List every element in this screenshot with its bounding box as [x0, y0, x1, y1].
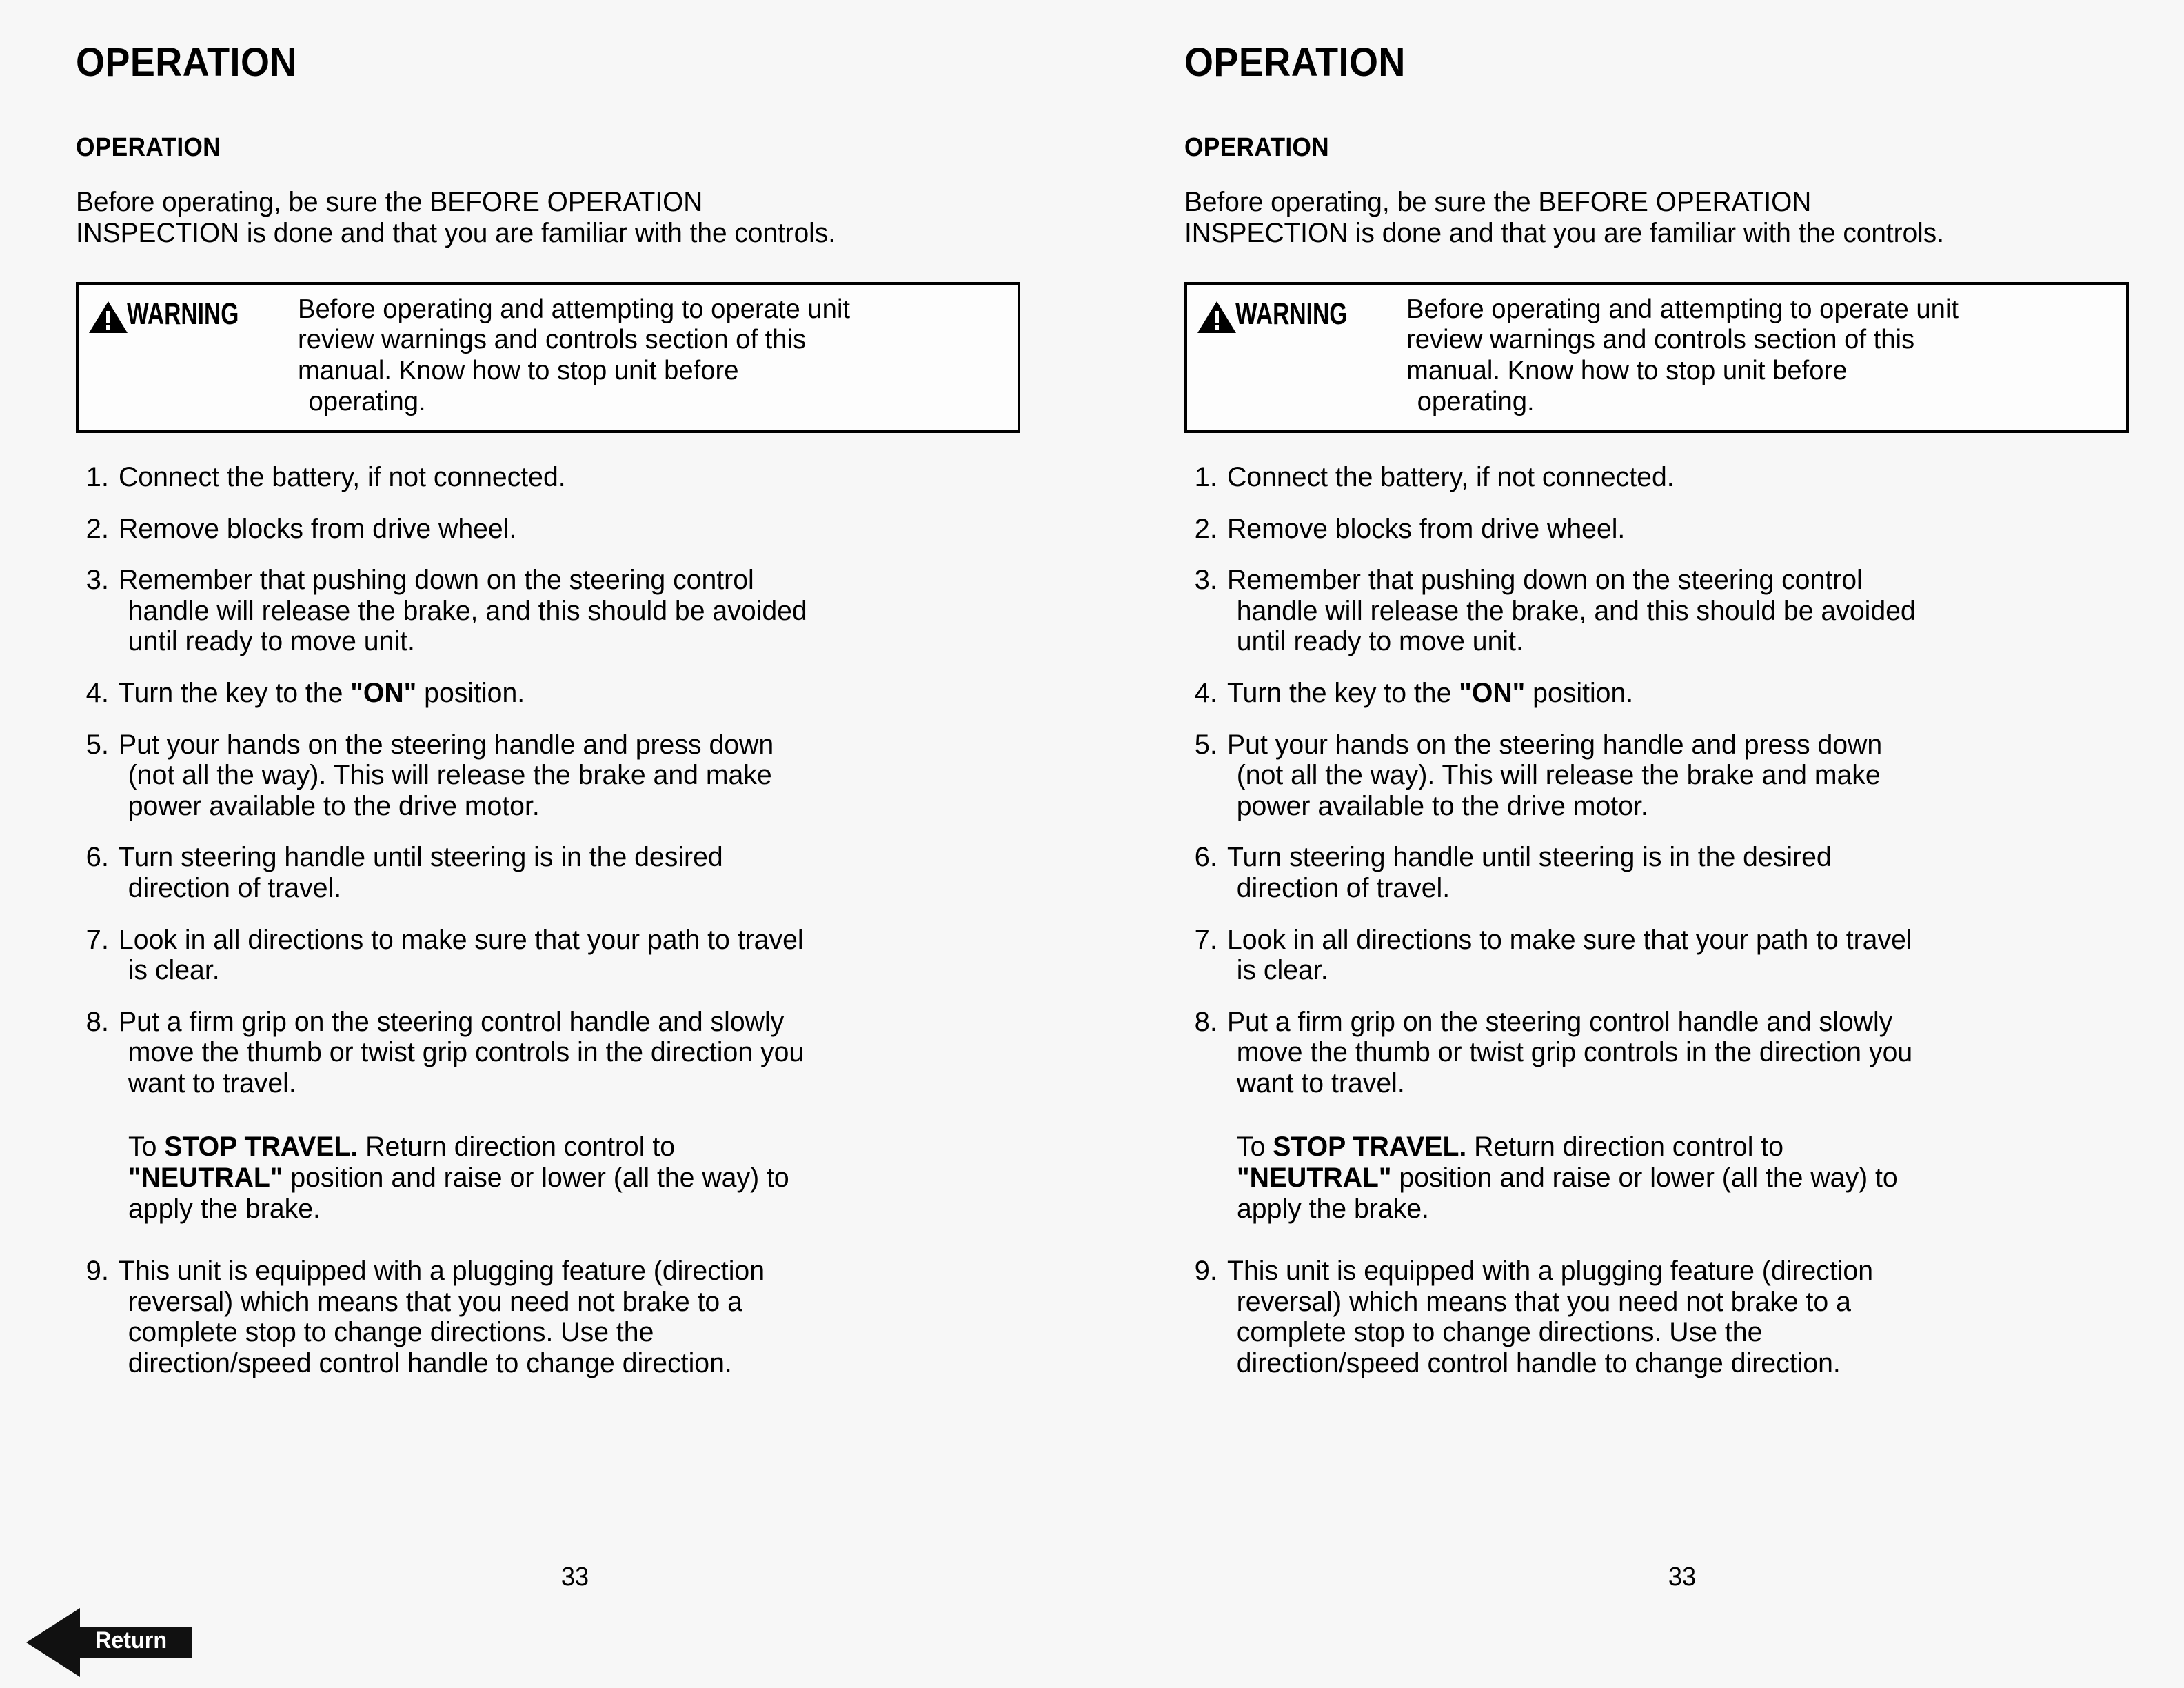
step-line: direction of travel. [128, 872, 342, 903]
step-line [119, 678, 997, 709]
warning-word-label: WARNING [1235, 296, 1348, 330]
warning-line-1: Before operating and attempting to operate unit [298, 294, 851, 324]
step-line: is clear. [1236, 955, 1328, 986]
step-line: Look in all directions to make sure that your path to travel [1227, 924, 1912, 955]
step-text [1227, 462, 2105, 493]
warning-triangle-icon [88, 300, 128, 334]
return-button[interactable] [26, 1604, 192, 1681]
stop-travel-note [128, 1132, 1080, 1224]
neutral-emphasis: "NEUTRAL" [128, 1163, 283, 1194]
step-line-suffix: position. [416, 677, 525, 708]
step-number: 8. [85, 1006, 109, 1037]
stop-travel-line-2 [1237, 1163, 2184, 1194]
warning-line-3: manual. Know how to stop unit before [298, 356, 739, 386]
step-line-suffix: position. [1525, 677, 1634, 708]
step-line-prefix: Turn the key to the [1227, 677, 1459, 708]
page-right [1184, 0, 2184, 1688]
step-item-9 [1184, 1256, 2184, 1378]
step-line: power available to the drive motor. [128, 790, 540, 821]
stop-travel-line-3: apply the brake. [1237, 1193, 1429, 1224]
step-number: 5. [1194, 729, 1217, 760]
step-text [1227, 730, 2105, 822]
step-line: complete stop to change directions. Use the [128, 1317, 654, 1348]
step-number: 1. [85, 461, 109, 492]
warning-line-4: operating. [1417, 387, 1535, 417]
warning-line-3: manual. Know how to stop unit before [1406, 356, 1848, 386]
stop-travel-line-1 [1237, 1132, 2184, 1163]
step-line: (not all the way). This will release the brake and make [128, 760, 772, 791]
step-line: handle will release the brake, and this should be avoided [1236, 595, 1916, 626]
step-text [1227, 514, 2105, 545]
page-left [76, 0, 1099, 1688]
chapter-title: OPERATION [76, 40, 297, 85]
intro-line-2: INSPECTION is done and that you are familiar with the controls. [1184, 217, 1944, 248]
intro-paragraph [76, 161, 995, 249]
step-line: Connect the battery, if not connected. [1227, 461, 1675, 492]
step-line: Turn steering handle until steering is in the desired [1227, 842, 1832, 873]
step-text [1227, 678, 2105, 709]
step-text [119, 462, 997, 493]
warning-text [295, 294, 1011, 418]
warning-line-2: review warnings and controls section of this [298, 325, 807, 355]
step-line: complete stop to change directions. Use the [1236, 1317, 1763, 1348]
step-item-7 [1184, 925, 2184, 986]
stop-travel-prefix: To [128, 1132, 165, 1163]
chapter-title: OPERATION [1184, 40, 1406, 85]
intro-line-1: Before operating, be sure the BEFORE OPERATION [76, 187, 703, 217]
stop-travel-line-1 [128, 1132, 1080, 1163]
step-number: 3. [1194, 565, 1217, 596]
section-title: OPERATION [76, 133, 221, 162]
step-line: until ready to move unit. [128, 626, 415, 657]
step-item-8 [1184, 1007, 2184, 1099]
step-text [119, 1256, 997, 1378]
step-line: reversal) which means that you need not brake to a [1236, 1286, 1851, 1317]
step-emphasis: "ON" [350, 677, 417, 708]
step-item-6 [1184, 842, 2184, 903]
return-arrow-icon [26, 1604, 192, 1681]
stop-travel-emphasis: STOP TRAVEL. [164, 1132, 358, 1163]
stop-travel-line-2 [128, 1163, 1080, 1194]
step-text [119, 678, 997, 709]
stop-travel-prefix: To [1237, 1132, 1273, 1163]
section-title: OPERATION [1184, 133, 1329, 162]
step-item-1 [1184, 462, 2184, 493]
stop-travel-line-2-suffix: position and raise or lower (all the way) to [1391, 1163, 1898, 1194]
step-line-prefix: Turn the key to the [119, 677, 351, 708]
step-line: This unit is equipped with a plugging feature (direction [1227, 1256, 1874, 1287]
step-number: 9. [1194, 1256, 1217, 1287]
step-line: reversal) which means that you need not brake to a [128, 1286, 742, 1317]
step-line: Connect the battery, if not connected. [119, 461, 566, 492]
step-text [1227, 842, 2105, 903]
intro-line-2: INSPECTION is done and that you are familiar with the controls. [76, 217, 836, 248]
step-line: handle will release the brake, and this should be avoided [128, 595, 807, 626]
step-text [119, 925, 997, 986]
step-line: move the thumb or twist grip controls in the direction you [128, 1037, 805, 1068]
steps-list-continued [1184, 1256, 2184, 1378]
step-item-3 [1184, 565, 2184, 657]
step-item-9 [76, 1256, 1099, 1378]
warning-label [88, 294, 295, 334]
step-item-6 [76, 842, 1099, 903]
intro-line-1: Before operating, be sure the BEFORE OPERATION [1184, 187, 1812, 217]
step-number: 7. [1194, 924, 1217, 955]
step-line: Put a firm grip on the steering control handle and slowly [1227, 1006, 1893, 1037]
step-item-4 [76, 678, 1099, 709]
step-text [119, 842, 997, 903]
step-text [1227, 925, 2105, 986]
step-line: Remember that pushing down on the steering control [1227, 565, 1863, 596]
warning-text [1404, 294, 2119, 418]
step-line: move the thumb or twist grip controls in the direction you [1236, 1037, 1913, 1068]
step-line [1227, 678, 2105, 709]
steps-list-continued [76, 1256, 1099, 1378]
step-line: direction/speed control handle to change direction. [1236, 1348, 1841, 1379]
step-item-1 [76, 462, 1099, 493]
stop-travel-emphasis: STOP TRAVEL. [1273, 1132, 1467, 1163]
step-item-4 [1184, 678, 2184, 709]
warning-line-2: review warnings and controls section of this [1406, 325, 1915, 355]
warning-word-label: WARNING [127, 296, 239, 330]
step-number: 8. [1194, 1006, 1217, 1037]
step-number: 9. [85, 1256, 109, 1287]
step-line: Put a firm grip on the steering control handle and slowly [119, 1006, 785, 1037]
step-text [119, 730, 997, 822]
step-line: direction/speed control handle to change direction. [128, 1348, 732, 1379]
step-text [119, 1007, 997, 1099]
step-text [1227, 1007, 2105, 1099]
step-line: (not all the way). This will release the brake and make [1236, 760, 1881, 791]
step-number: 4. [1194, 677, 1217, 708]
stop-travel-suffix: Return direction control to [358, 1132, 676, 1163]
warning-box [76, 282, 1020, 433]
neutral-emphasis: "NEUTRAL" [1237, 1163, 1392, 1194]
warning-line-4: operating. [308, 387, 426, 417]
step-number: 5. [85, 729, 109, 760]
step-item-7 [76, 925, 1099, 986]
step-number: 2. [1194, 513, 1217, 544]
step-number: 3. [85, 565, 109, 596]
step-text [1227, 1256, 2105, 1378]
warning-line-1: Before operating and attempting to operate unit [1406, 294, 1959, 324]
step-line: Put your hands on the steering handle and press down [119, 729, 774, 760]
step-line: Remember that pushing down on the steering control [119, 565, 754, 596]
step-line: Turn steering handle until steering is in the desired [119, 842, 723, 873]
step-line: Remove blocks from drive wheel. [1227, 513, 1626, 544]
step-item-3 [76, 565, 1099, 657]
step-text [119, 514, 997, 545]
step-emphasis: "ON" [1459, 677, 1526, 708]
step-item-5 [1184, 730, 2184, 822]
page-number: 33 [1668, 1563, 1697, 1591]
step-item-2 [76, 514, 1099, 545]
stop-travel-line-2-suffix: position and raise or lower (all the way) to [283, 1163, 789, 1194]
warning-box [1184, 282, 2129, 433]
step-item-5 [76, 730, 1099, 822]
step-number: 1. [1194, 461, 1217, 492]
page-number: 33 [560, 1563, 589, 1591]
stop-travel-note [1237, 1132, 2184, 1224]
step-text [119, 565, 997, 657]
step-line: want to travel. [1236, 1067, 1405, 1098]
step-line: power available to the drive motor. [1236, 790, 1648, 821]
return-button-label: Return [95, 1627, 168, 1654]
warning-triangle-icon [1197, 300, 1237, 334]
step-line: Put your hands on the steering handle and press down [1227, 729, 1883, 760]
step-number: 6. [1194, 842, 1217, 873]
intro-paragraph [1184, 161, 2104, 249]
step-number: 7. [85, 924, 109, 955]
step-number: 6. [85, 842, 109, 873]
steps-list [76, 433, 1099, 1099]
steps-list [1184, 433, 2184, 1099]
step-line: is clear. [128, 955, 220, 986]
step-number: 2. [85, 513, 109, 544]
stop-travel-line-3: apply the brake. [128, 1193, 321, 1224]
step-item-2 [1184, 514, 2184, 545]
step-line: until ready to move unit. [1236, 626, 1524, 657]
warning-label [1197, 294, 1404, 334]
step-text [1227, 565, 2105, 657]
step-number: 4. [85, 677, 109, 708]
step-line: direction of travel. [1236, 872, 1450, 903]
step-line: want to travel. [128, 1067, 296, 1098]
step-line: Look in all directions to make sure that your path to travel [119, 924, 804, 955]
step-item-8 [76, 1007, 1099, 1099]
stop-travel-suffix: Return direction control to [1466, 1132, 1784, 1163]
step-line: Remove blocks from drive wheel. [119, 513, 517, 544]
step-line: This unit is equipped with a plugging feature (direction [119, 1256, 765, 1287]
